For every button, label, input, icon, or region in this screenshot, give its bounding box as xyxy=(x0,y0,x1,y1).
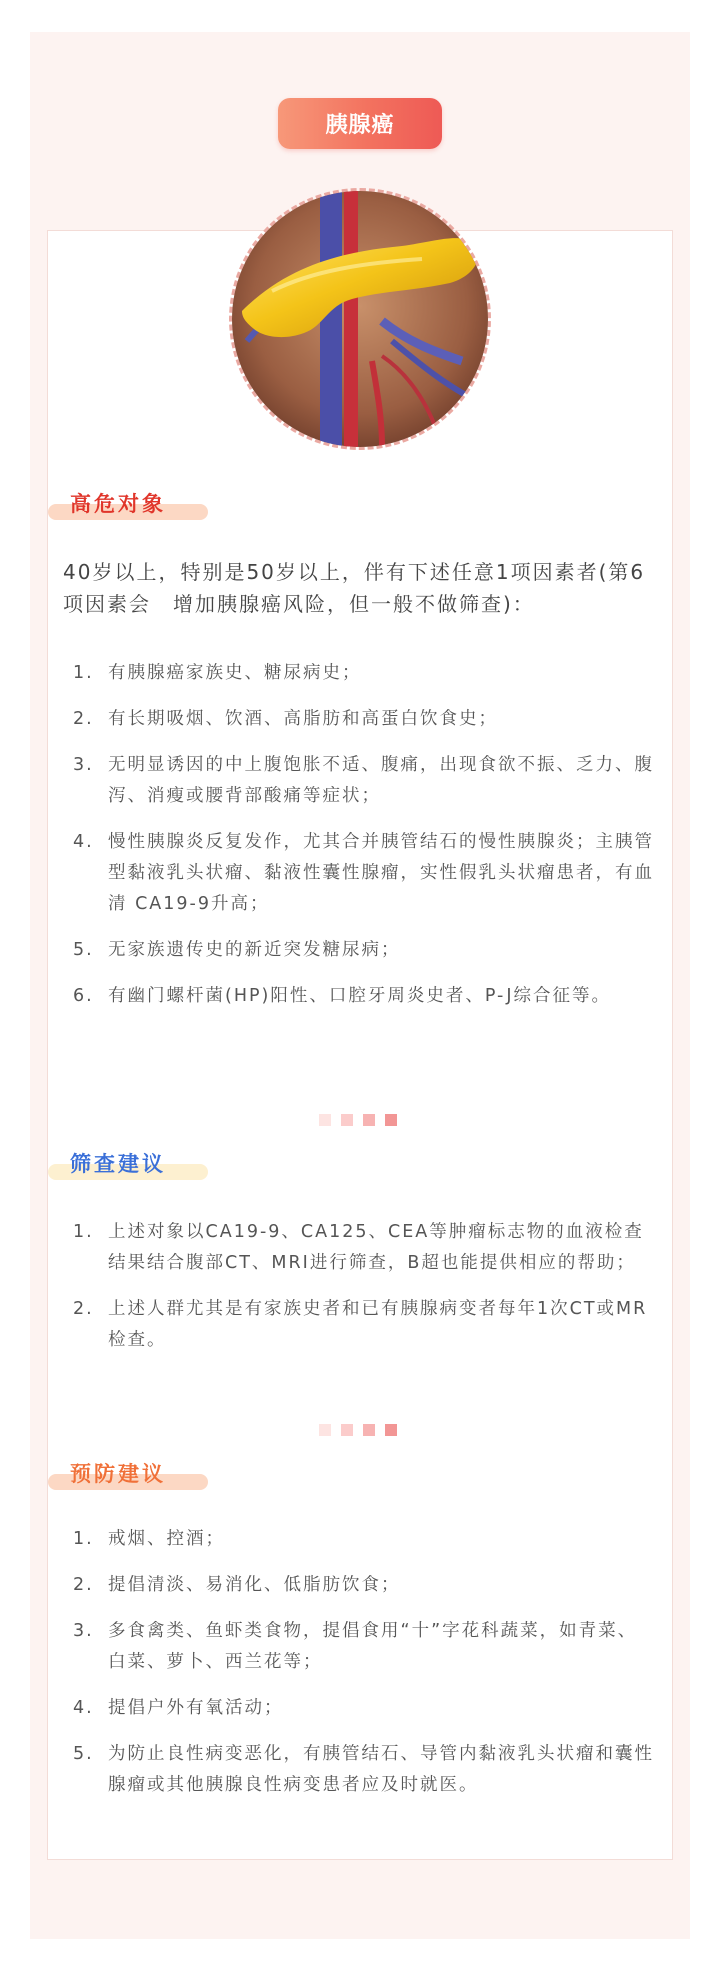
list-item: 1. 上述对象以CA19-9、CA125、CEA等肿瘤标志物的血液检查结果结合腹部CT、MRI进行筛查，B超也能提供相应的帮助； xyxy=(73,1222,644,1273)
section-divider xyxy=(319,1424,401,1436)
high-risk-intro: 40岁以上，特别是50岁以上，伴有下述任意1项因素者(第6项因素会 增加胰腺癌风险，但一般不做筛查)： xyxy=(63,560,646,616)
section-divider xyxy=(319,1114,401,1126)
list-item: 2. 上述人群尤其是有家族史者和已有胰腺病变者每年1次CT或MR检查。 xyxy=(73,1299,648,1350)
section-heading-high-risk: 高危对象 xyxy=(68,490,208,520)
section-heading-screening: 筛查建议 xyxy=(68,1150,208,1180)
list-item: 6. 有幽门螺杆菌(HP)阳性、口腔牙周炎史者、P-J综合征等。 xyxy=(73,986,611,1006)
list-item: 1. 戒烟、控酒； xyxy=(73,1529,225,1549)
list-item: 2. 提倡清淡、易消化、低脂肪饮食； xyxy=(73,1575,401,1595)
section-heading-prevention: 预防建议 xyxy=(68,1460,208,1490)
list-item: 1. 有胰腺癌家族史、糖尿病史； xyxy=(73,663,362,683)
screening-list xyxy=(63,1217,655,1356)
high-risk-list xyxy=(63,658,655,1012)
list-item: 2. 有长期吸烟、饮酒、高脂肪和高蛋白饮食史； xyxy=(73,709,498,729)
page-title: 胰腺癌 xyxy=(278,98,442,149)
list-item: 3. 多食禽类、鱼虾类食物，提倡食用“十”字花科蔬菜，如青菜、白菜、萝卜、西兰花等； xyxy=(73,1621,638,1672)
list-item: 3. 无明显诱因的中上腹饱胀不适、腹痛，出现食欲不振、乏力、腹泻、消瘦或腰背部酸痛等症状； xyxy=(73,755,654,806)
prevention-list xyxy=(63,1524,655,1801)
list-item: 4. 慢性胰腺炎反复发作，尤其合并胰管结石的慢性胰腺炎；主胰管型黏液乳头状瘤、黏液性囊性腺瘤，实性假乳头状瘤患者，有血清 CA19-9升高； xyxy=(73,832,654,914)
list-item: 5. 为防止良性病变恶化，有胰管结石、导管内黏液乳头状瘤和囊性腺瘤或其他胰腺良性病变患者应及时就医。 xyxy=(73,1744,654,1795)
pancreas-illustration xyxy=(229,188,491,450)
list-item: 5. 无家族遗传史的新近突发糖尿病； xyxy=(73,940,401,960)
list-item: 4. 提倡户外有氧活动； xyxy=(73,1698,284,1718)
